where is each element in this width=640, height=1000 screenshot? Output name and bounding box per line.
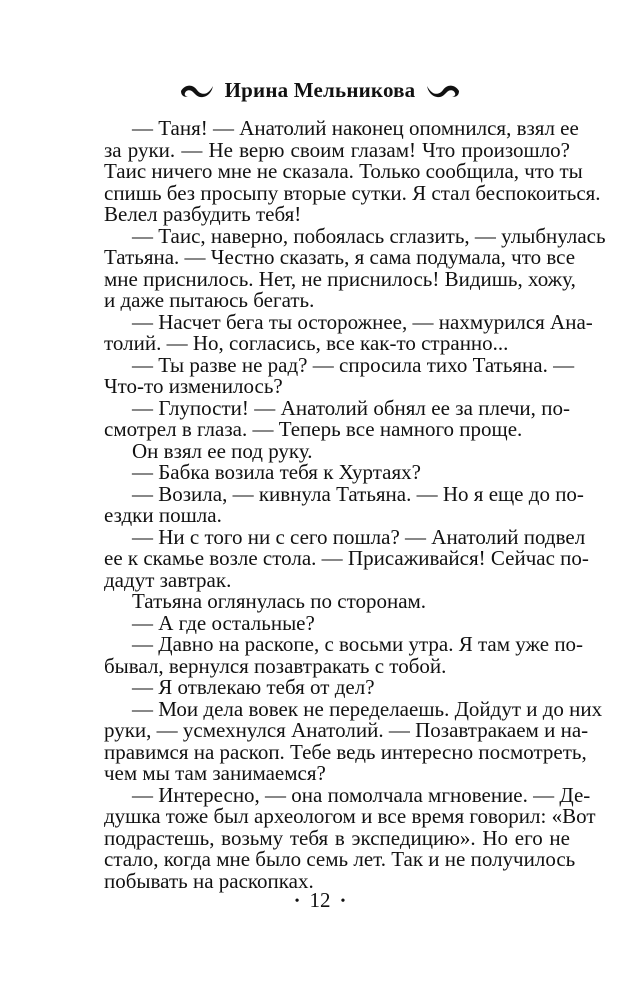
text-line: — Я отвлекаю тебя от дел? <box>132 675 375 699</box>
text-line: стало, когда мне было семь лет. Так и не получилось <box>104 847 576 871</box>
author-name: Ирина Мельникова <box>224 78 416 102</box>
text-line: — А где остальные? <box>132 610 315 635</box>
text-line: Что-то изменилось? <box>104 374 283 398</box>
text-line: — Ты разве не рад? — спросила тихо Татьяна. — <box>132 352 575 377</box>
text-line: Татьяна. — Честно сказать, я сама подумала, что все <box>104 245 576 269</box>
text-line: душка тоже был археологом и все время говорил: «Вот <box>104 804 596 828</box>
text-line: бывал, вернулся позавтракать с тобой. <box>104 653 447 678</box>
text-line: побывать на раскопках. <box>104 868 314 893</box>
text-line: правимся на раскоп. Тебе ведь интересно посмотреть, <box>104 739 587 764</box>
text-line: — Таня! — Анатолий наконец опомнился, взял ее <box>132 116 579 140</box>
text-line: толий. — Но, согласись, все как-то странно... <box>104 331 509 355</box>
body-text <box>104 116 606 893</box>
text-line: ездки пошла. <box>104 503 222 527</box>
footer-bullet-left: • <box>294 894 300 910</box>
text-line: — Бабка возила тебя к Хуртаях? <box>132 460 421 484</box>
text-line: — Интересно, — она помолчала мгновение. — Де- <box>132 782 591 807</box>
text-line: — Ни с того ни с сего пошла? — Анатолий подвел <box>132 524 586 549</box>
text-line: подрастешь, возьму тебя в экспедицию». Но его не <box>104 825 570 850</box>
running-header <box>0 78 640 103</box>
swirl-ornament-right-icon <box>425 82 461 100</box>
text-line: мне приснилось. Нет, не приснилось! Видишь, хожу, <box>104 266 576 291</box>
footer-bullet-right: • <box>340 894 346 910</box>
text-line: — Мои дела вовек не переделаешь. Дойдут и до них <box>132 696 603 721</box>
page-number: 12 <box>309 888 331 912</box>
text-line: ее к скамье возле стола. — Присаживайся! Сейчас по- <box>104 546 589 570</box>
text-line: смотрел в глаза. — Теперь все намного проще. <box>104 417 523 441</box>
text-line: — Таис, наверно, побоялась сглазить, — улыбнулась <box>132 223 606 248</box>
text-line: чем мы там занимаемся? <box>104 761 326 785</box>
swirl-ornament-left-icon <box>179 82 215 100</box>
text-line: Велел разбудить тебя! <box>104 202 302 226</box>
page-footer <box>0 888 640 913</box>
text-line: Татьяна оглянулась по сторонам. <box>132 589 427 613</box>
text-line: и даже пытаюсь бегать. <box>104 288 315 312</box>
text-line: — Глупости! — Анатолий обнял ее за плечи, по- <box>132 395 570 420</box>
text-line: — Насчет бега ты осторожнее, — нахмурился Ана- <box>132 309 593 334</box>
text-line: Он взял ее под руку. <box>132 438 313 463</box>
text-line: дадут завтрак. <box>104 567 232 592</box>
text-line: — Возила, — кивнула Татьяна. — Но я еще до по- <box>132 481 584 506</box>
text-line: за руки. — Не верю своим глазам! Что произошло? <box>104 137 570 162</box>
text-line: — Давно на раскопе, с восьми утра. Я там уже по- <box>132 632 584 656</box>
text-line: Таис ничего мне не сказала. Только сообщила, что ты <box>104 159 583 183</box>
text-line: руки, — усмехнулся Анатолий. — Позавтракаем и на- <box>104 718 589 742</box>
text-line: спишь без просыпу вторые сутки. Я стал беспокоиться. <box>104 180 601 205</box>
